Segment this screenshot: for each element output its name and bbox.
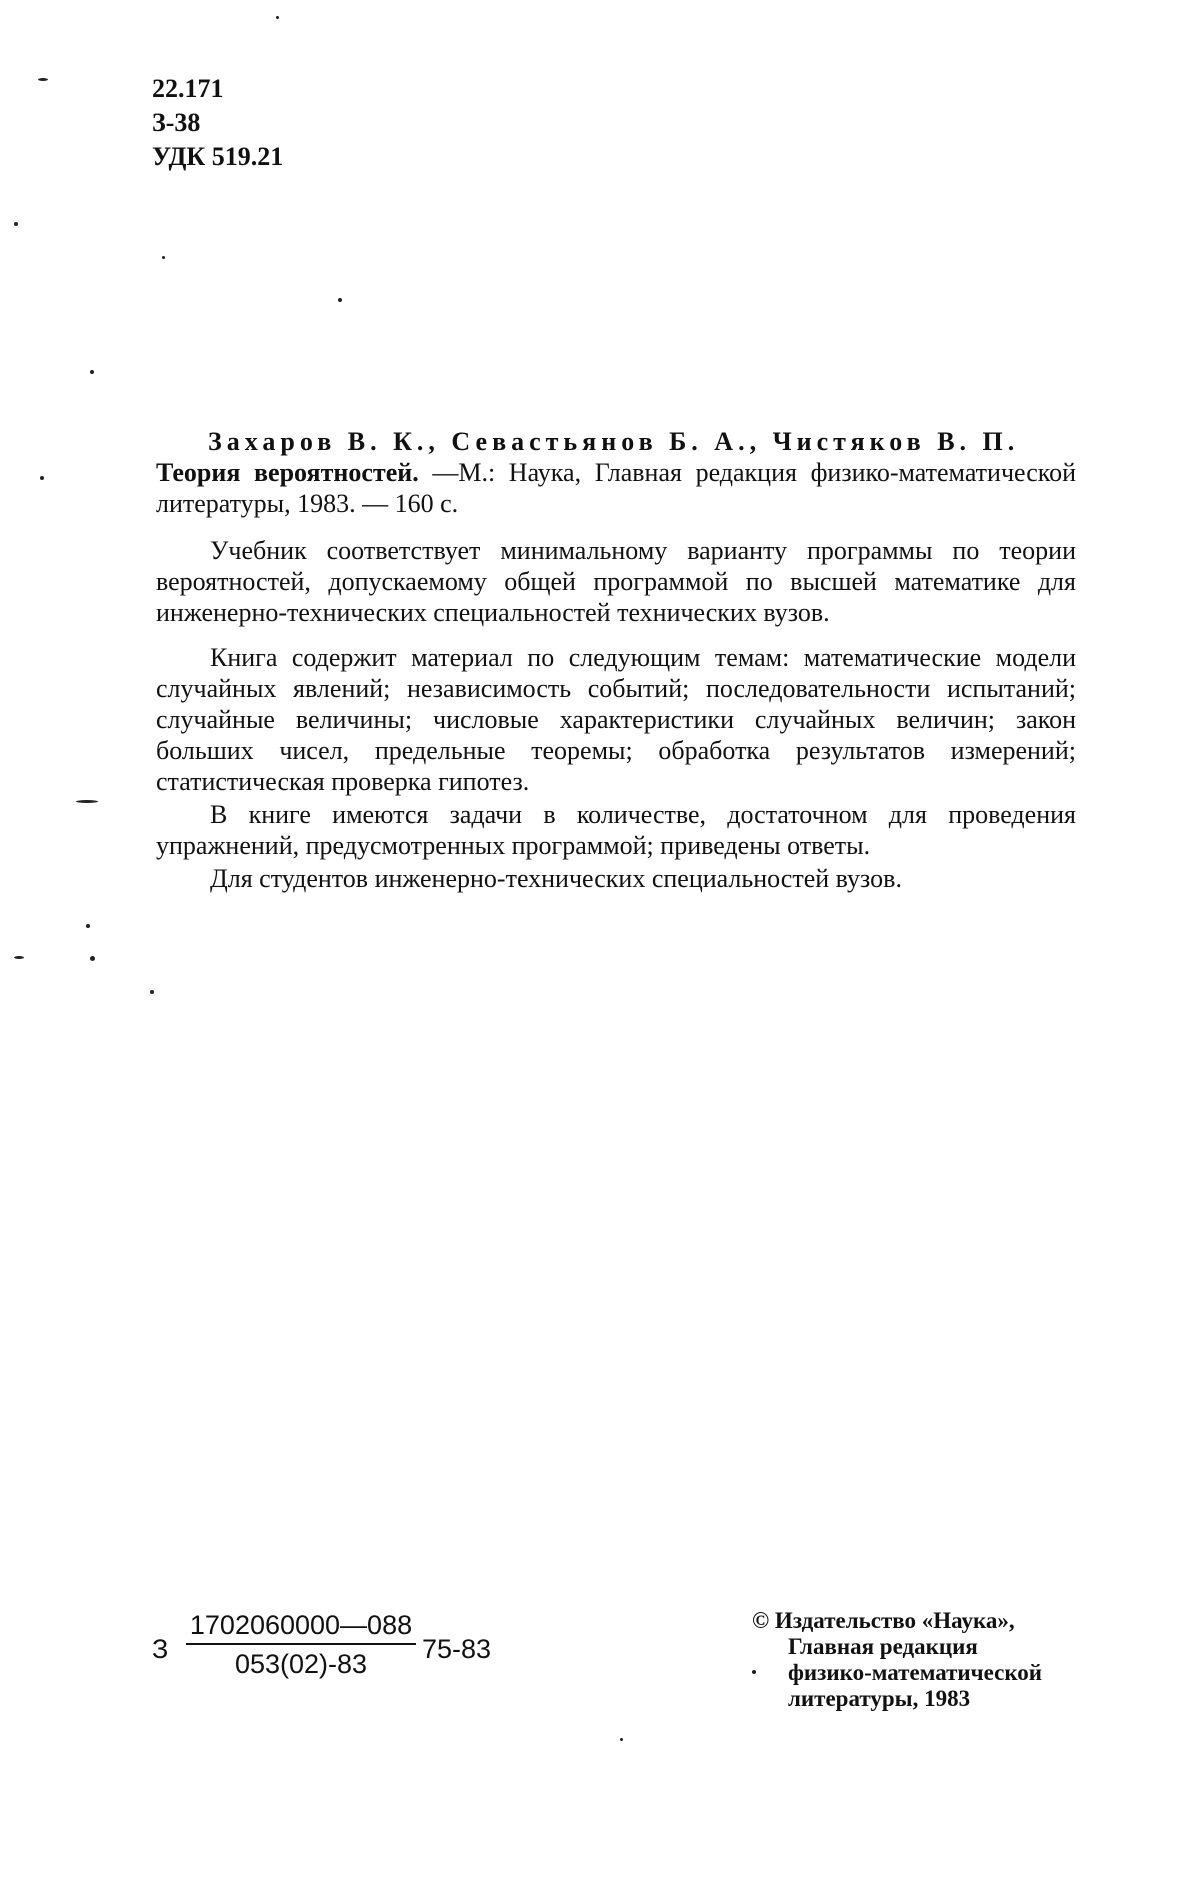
annotation-block xyxy=(156,426,1076,894)
abstract-paragraph-1: Учебник соответствует минимальному варианту программы по теории вероятностей, допускаемому общей программой по высшей математике для инженерно-технических специальностей технических вузов. xyxy=(156,536,1076,627)
authors: Захаров В. К., Севастьянов Б. А., Чистяков В. П. xyxy=(208,427,1020,456)
scan-speck xyxy=(38,78,48,81)
book-title: Теория вероятностей. xyxy=(156,458,419,487)
code-suffix: 75-83 xyxy=(422,1634,492,1664)
scan-speck xyxy=(86,924,90,928)
code-numerator: 1702060000—088 xyxy=(186,1610,416,1645)
scan-speck xyxy=(14,956,24,959)
scan-speck xyxy=(150,990,154,994)
scan-speck xyxy=(40,476,44,480)
copyright-line-3: физико-математической xyxy=(788,1660,1043,1685)
udc-index: УДК 519.21 xyxy=(152,142,284,171)
code-fraction xyxy=(186,1610,416,1680)
copyright-block xyxy=(752,1608,1042,1712)
scan-speck xyxy=(752,1670,756,1674)
scan-speck xyxy=(14,222,18,226)
code-denominator: 053(02)-83 xyxy=(234,1649,368,1679)
author-mark: З-38 xyxy=(152,108,201,137)
scan-speck xyxy=(90,370,94,374)
abstract-paragraph-2: Книга содержит материал по следующим темам: математические модели случайных явлений; независимость событий; последовательности испытаний; случайные величины; числовые характеристики случайных величин; закон больших чисел, предельные теоремы; обработка результатов измерений; статистическая проверка гипотез. xyxy=(156,643,1076,796)
audience-note: Для студентов инженерно-технических специальностей вузов. xyxy=(210,864,902,893)
scan-speck xyxy=(276,16,279,19)
scan-speck xyxy=(90,956,95,961)
copyright-line-1: © Издательство «Наука», xyxy=(752,1608,1015,1633)
bbk-index: 22.171 xyxy=(152,74,224,103)
code-prefix: З xyxy=(152,1634,169,1664)
scan-speck xyxy=(162,256,165,259)
scan-speck xyxy=(338,298,342,302)
scan-speck xyxy=(76,800,98,803)
abstract-paragraph-3: В книге имеются задачи в количестве, достаточном для проведения упражнений, предусмотренных программой; приведены ответы. xyxy=(156,800,1076,860)
copyright-line-4: литературы, 1983 xyxy=(788,1686,971,1711)
scan-speck xyxy=(620,1738,623,1741)
imprint: —М.: Наука, Главная редакция физико-математической литературы, 1983. — 160 с. xyxy=(156,458,1076,518)
classification-block xyxy=(152,72,283,174)
copyright-line-2: Главная редакция xyxy=(788,1634,978,1659)
bibliographic-record xyxy=(156,426,1076,519)
